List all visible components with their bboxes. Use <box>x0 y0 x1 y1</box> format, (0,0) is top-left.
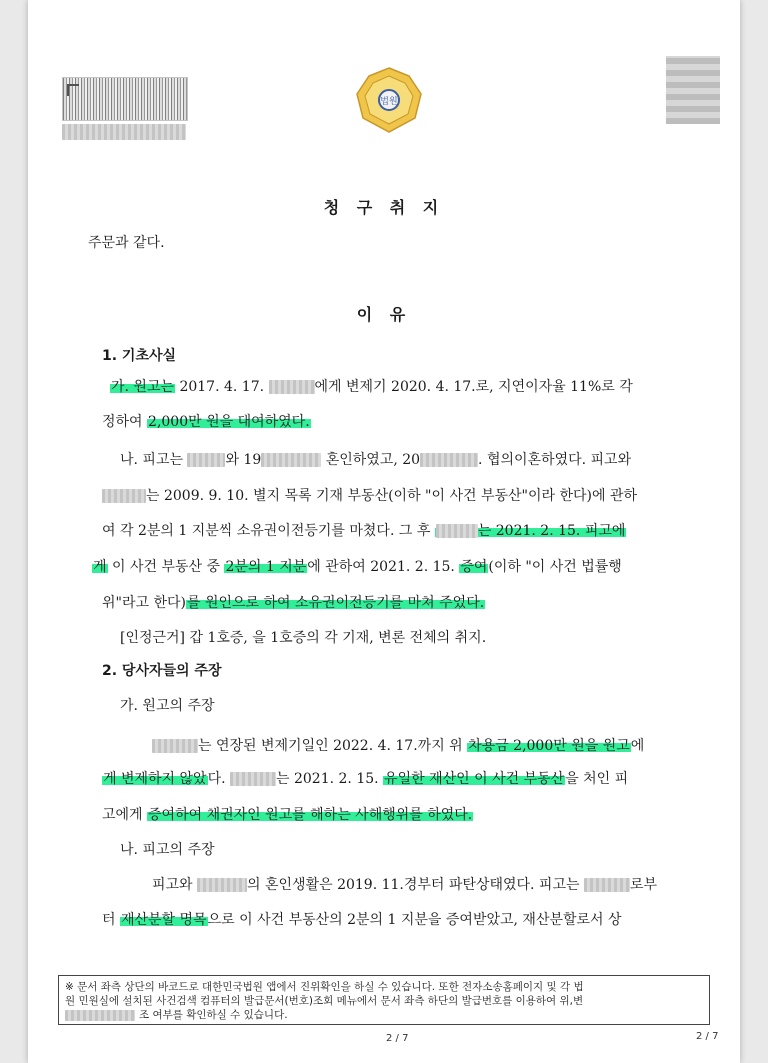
issue-number-redacted <box>62 124 186 140</box>
paragraph-na-line-1: 나. 피고는 와 19 혼인하였고, 20 . 협의이혼하였다. 피고와 <box>120 452 632 468</box>
paragraph-na-line-5: 위"라고 한다)를 원인으로 하여 소유권이전등기를 마쳐 주었다. <box>102 595 485 611</box>
redacted-name <box>436 524 478 538</box>
authenticity-notice <box>58 975 710 1025</box>
plaintiff-claim-line-3: 고에게 증여하여 채권자인 원고를 해하는 사해행위를 하였다. <box>102 807 473 823</box>
verification-barcode <box>62 77 188 121</box>
redacted-name <box>269 380 315 394</box>
evidence-basis: [인정근거] 갑 1호증, 을 1호증의 각 기재, 변론 전체의 취지. <box>120 630 487 646</box>
redacted-name <box>584 878 630 892</box>
defendant-claim-line-2: 터 재산분할 명목으로 이 사건 부동산의 2분의 1 지분을 증여받았고, 재산분할로서 상 <box>102 912 622 928</box>
issue-number-redacted <box>65 1010 135 1021</box>
reason-title: 이 유 <box>356 305 412 324</box>
redacted-name <box>187 453 225 467</box>
claim-body: 주문과 같다. <box>88 235 165 251</box>
redacted-name <box>102 489 146 503</box>
paragraph-na-line-2: 는 2009. 9. 10. 별지 목록 기재 부동산(이하 "이 사건 부동산"이라 한다)에 관하 <box>102 485 637 505</box>
notice-line-1: ※ 문서 좌측 상단의 바코드로 대한민국법원 앱에서 진위확인을 하실 수 있습니다. 또한 전자소송홈페이지 및 각 법 <box>65 981 584 993</box>
court-seal-icon <box>353 66 425 136</box>
redacted-date <box>420 453 478 467</box>
redacted-name <box>152 739 198 753</box>
notice-line-2: 원 민원실에 설치된 사건검색 컴퓨터의 발급문서(번호)조회 메뉴에서 문서 좌측 하단의 발급번호를 이용하여 위,변 <box>65 995 584 1007</box>
document-page <box>28 0 740 1063</box>
page-number-center: 2 / 7 <box>386 1033 409 1044</box>
paragraph-ga-line-1: 가. 원고는 2017. 4. 17. 에게 변제기 2020. 4. 17.로, 지연이자율 11%로 각 <box>111 379 633 395</box>
paragraph-na-line-3: 여 각 2분의 1 지분씩 소유권이전등기를 마쳤다. 그 후 는 2021. 2. 15. 피고에 <box>102 523 626 539</box>
notice-line-3: 조 여부를 확인하실 수 있습니다. <box>65 1008 703 1022</box>
defendant-claim-title: 나. 피고의 주장 <box>120 842 215 858</box>
plaintiff-claim-line-1: 는 연장된 변제기일인 2022. 4. 17.까지 위 차용금 2,000만 원을 원고에 <box>152 735 644 755</box>
qr-code-redacted <box>666 56 720 124</box>
page-number-right: 2 / 7 <box>696 1031 719 1042</box>
plaintiff-claim-title: 가. 원고의 주장 <box>120 698 215 714</box>
paragraph-na-line-4: 게 이 사건 부동산 중 2분의 1 지분에 관하여 2021. 2. 15. 증여(이하 "이 사건 법률행 <box>93 559 622 575</box>
section-2-heading: 2. 당사자들의 주장 <box>102 663 222 679</box>
defendant-claim-line-1: 피고와 의 혼인생활은 2019. 11.경부터 파탄상태였다. 피고는 로부 <box>152 877 658 893</box>
paragraph-ga-line-2: 정하여 2,000만 원을 대여하였다. <box>102 414 310 430</box>
redacted-name <box>230 772 276 786</box>
plaintiff-claim-line-2: 게 변제하지 않았다. 는 2021. 2. 15. 유일한 재산인 이 사건 부동산을 처인 피 <box>103 771 629 787</box>
redacted-date <box>261 453 321 467</box>
seal-label: 법원 <box>380 97 398 107</box>
redacted-name <box>197 878 247 892</box>
claim-title: 청 구 취 지 <box>323 198 445 217</box>
section-1-heading: 1. 기초사실 <box>102 348 177 364</box>
